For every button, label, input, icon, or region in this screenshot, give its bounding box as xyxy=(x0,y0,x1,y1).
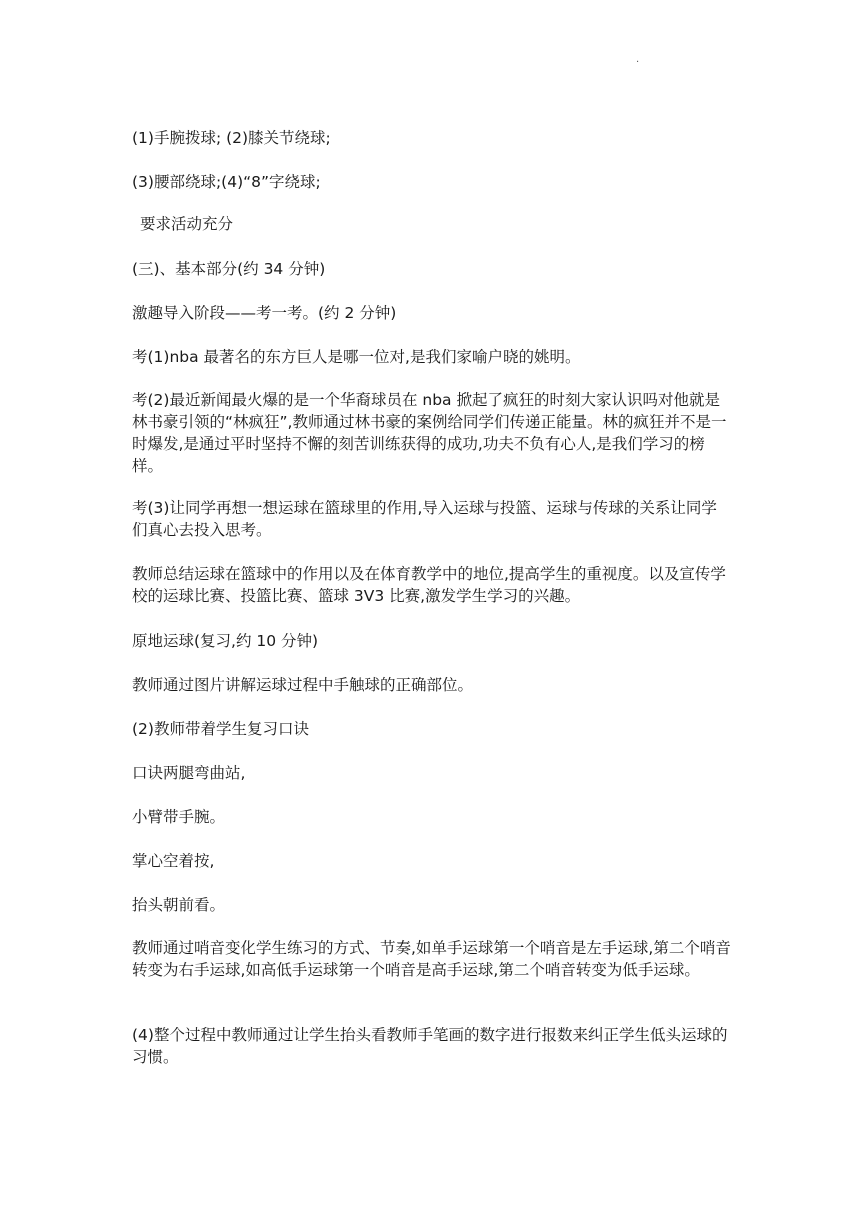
rhyme-line-4: 抬头朝前看。 xyxy=(132,896,226,914)
paragraph-quiz-3: 考(3)让同学再想一想运球在篮球里的作用,导入运球与投篮、运球与传球的关系让同学们真心去投入思考。 xyxy=(132,499,717,539)
section-heading-dribble: 原地运球(复习,约 10 分钟) xyxy=(132,632,319,650)
paragraph-picture-explain: 教师通过图片讲解运球过程中手触球的正确部位。 xyxy=(132,676,474,694)
paragraph-review-rhyme: (2)教师带着学生复习口诀 xyxy=(132,720,309,738)
paragraph-intro-stage: 激趣导入阶段——考一考。(约 2 分钟) xyxy=(132,304,397,322)
rhyme-line-3: 掌心空着按, xyxy=(132,852,215,870)
paragraph-quiz-2: 考(2)最近新闻最火爆的是一个华裔球员在 nba 掀起了疯狂的时刻大家认识吗对他就是林书豪引领的“林疯狂”,教师通过林书豪的案例给同学们传递正能量。林的疯狂并不是一时爆发,是通过平时坚持不懈的刻苦训练获得的成功,功夫不负有心人,是我们学习的榜样。 xyxy=(132,391,727,475)
rhyme-line-2: 小臂带手腕。 xyxy=(132,808,226,826)
paragraph-teacher-summary: 教师总结运球在篮球中的作用以及在体育教学中的地位,提高学生的重视度。以及宣传学校的运球比赛、投篮比赛、篮球 3V3 比赛,激发学生学习的兴趣。 xyxy=(132,565,726,605)
paragraph-requirement: 要求活动充分 xyxy=(140,215,234,233)
section-heading-basic: (三)、基本部分(约 34 分钟) xyxy=(132,260,326,278)
paragraph-warmup-2: (3)腰部绕球;(4)“8”字绕球; xyxy=(132,173,321,191)
paragraph-warmup-1: (1)手腕拨球; (2)膝关节绕球; xyxy=(132,129,331,147)
rhyme-line-1: 口诀两腿弯曲站, xyxy=(132,764,246,782)
paragraph-whistle: 教师通过哨音变化学生练习的方式、节奏,如单手运球第一个哨音是左手运球,第二个哨音转变为右手运球,如高低手运球第一个哨音是高手运球,第二个哨音转变为低手运球。 xyxy=(132,939,731,979)
corner-mark: · xyxy=(636,57,640,68)
paragraph-head-up: (4)整个过程中教师通过让学生抬头看教师手笔画的数字进行报数来纠正学生低头运球的习惯。 xyxy=(132,1026,728,1066)
paragraph-quiz-1: 考(1)nba 最著名的东方巨人是哪一位对,是我们家喻户晓的姚明。 xyxy=(132,348,581,366)
